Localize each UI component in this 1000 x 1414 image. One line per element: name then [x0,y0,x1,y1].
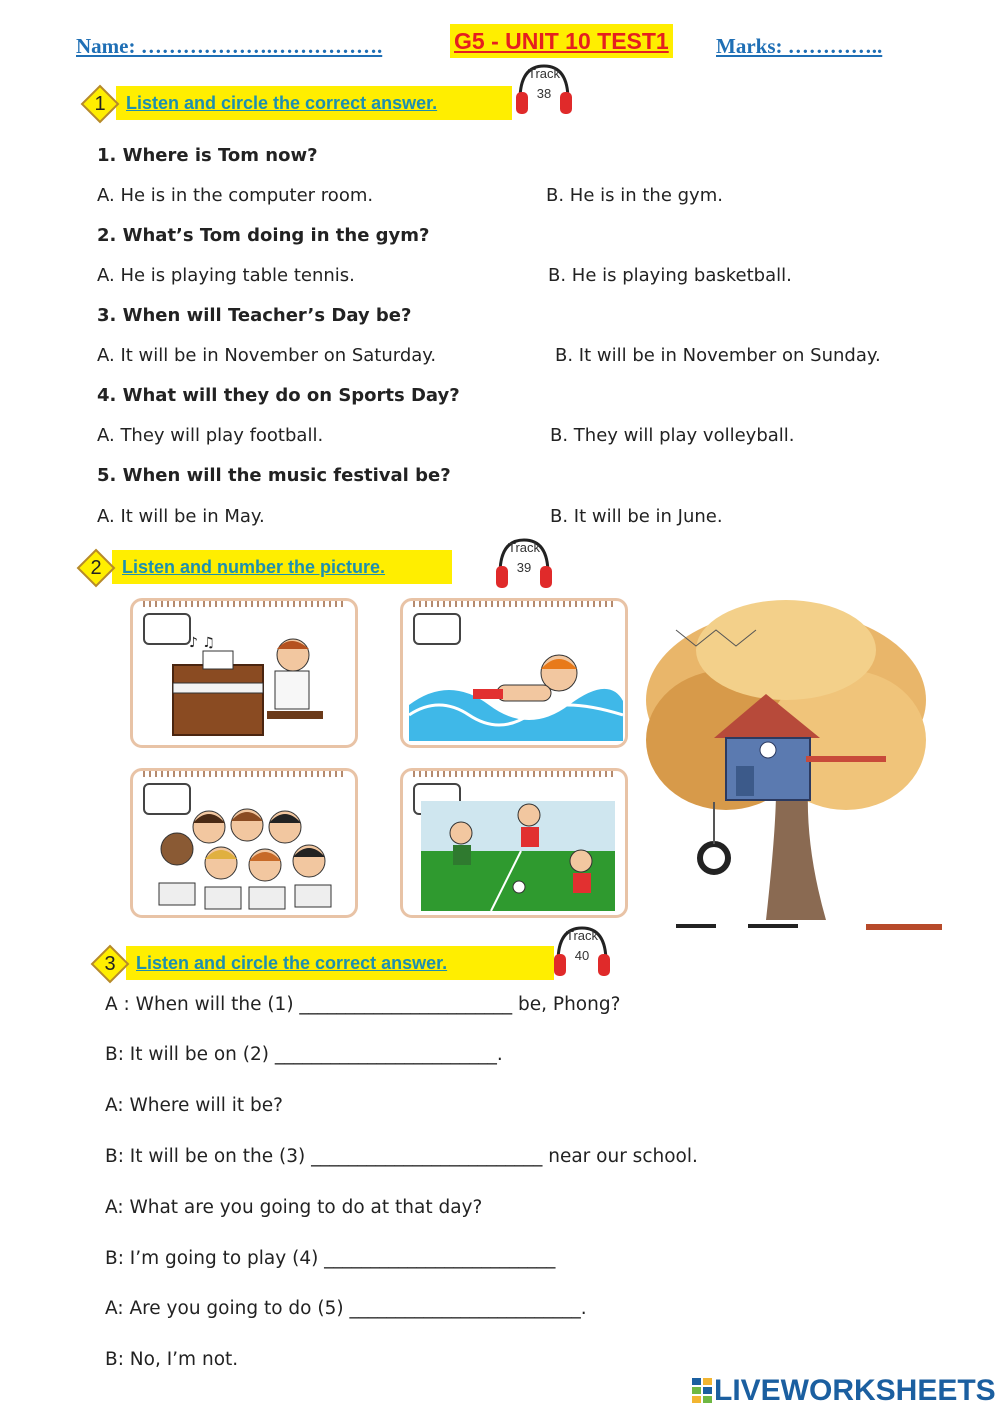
piano-player-illustration [163,631,333,743]
number-answer-box[interactable] [413,613,461,645]
option-3b[interactable]: B. It will be in November on Sunday. [555,345,881,366]
option-2a[interactable]: A. He is playing table tennis. [97,265,355,286]
option-1a[interactable]: A. He is in the computer room. [97,185,374,206]
section-2-title-bar [112,550,452,584]
logo-grid-icon [692,1378,712,1404]
option-3a[interactable]: A. It will be in November on Saturday. [97,345,437,366]
track-39-badge[interactable] [492,534,556,592]
singing-choir-illustration [139,791,353,913]
option-1b[interactable]: B. He is in the gym. [546,185,723,206]
dialogue-line-7[interactable]: A: Are you going to do (5) _________________________. [105,1298,587,1319]
section-2-heading [76,548,476,588]
dialogue-line-5: A: What are you going to do at that day? [105,1197,483,1218]
section-3-heading [90,944,560,984]
dialogue-line-3: A: Where will it be? [105,1095,283,1116]
section-1-title: Listen and circle the correct answer. [126,93,438,113]
dialogue-line-1[interactable]: A : When will the (1) _______________________ be, Phong? [105,994,621,1015]
option-4b[interactable]: B. They will play volleyball. [550,425,795,446]
picture-card-piano [130,598,358,748]
swimmer-illustration [409,645,623,741]
section-3-number-badge [90,944,130,984]
logo-text: LIVEWORKSHEETS [714,1374,996,1407]
worksheet-title: G5 - UNIT 10 TEST1 [450,24,673,58]
question-2: 2. What’s Tom doing in the gym? [97,225,430,246]
dialogue-line-4[interactable]: B: It will be on the (3) _________________________ near our school. [105,1146,698,1167]
question-5: 5. When will the music festival be? [97,465,451,486]
option-4a[interactable]: A. They will play football. [97,425,324,446]
track-label: Track [527,66,561,81]
section-3-number: 3 [104,953,116,975]
track-number: 40 [574,948,590,963]
section-3-title-bar [126,946,554,980]
section-1-number: 1 [94,93,106,115]
track-40-badge[interactable] [550,922,614,980]
dialogue-line-2[interactable]: B: It will be on (2) ________________________. [105,1044,503,1065]
marks-field-label: Marks: ………….. [716,34,883,58]
section-2-number: 2 [90,557,102,579]
section-1-number-badge [80,84,120,124]
section-2-title: Listen and number the picture. [122,557,386,577]
section-1-title-bar [116,86,512,120]
picture-card-football [400,768,628,918]
liveworksheets-logo [692,1374,996,1408]
svg-text:♪ ♫: ♪ ♫ [189,635,215,651]
track-number: 39 [516,560,532,575]
picture-card-choir [130,768,358,918]
section-2-number-badge [76,548,116,588]
option-5b[interactable]: B. It will be in June. [550,506,723,527]
football-players-illustration [421,801,615,911]
dialogue-line-6[interactable]: B: I’m going to play (4) _________________________ [105,1248,556,1269]
option-2b[interactable]: B. He is playing basketball. [548,265,792,286]
dialogue-line-8: B: No, I’m not. [105,1349,239,1370]
name-field-label: Name: ……………….……………. [76,34,383,58]
option-5a[interactable]: A. It will be in May. [97,506,265,527]
section-1-heading [80,84,520,124]
track-38-badge[interactable] [512,60,576,118]
worksheet-header [76,28,916,62]
track-number: 38 [536,86,552,101]
track-label: Track [507,540,541,555]
section-3-title: Listen and circle the correct answer. [136,953,448,973]
track-label: Track [565,928,599,943]
question-1: 1. Where is Tom now? [97,145,318,166]
picture-card-swimming [400,598,628,748]
question-4: 4. What will they do on Sports Day? [97,385,460,406]
question-3: 3. When will Teacher’s Day be? [97,305,412,326]
tree-house-illustration [636,590,942,936]
